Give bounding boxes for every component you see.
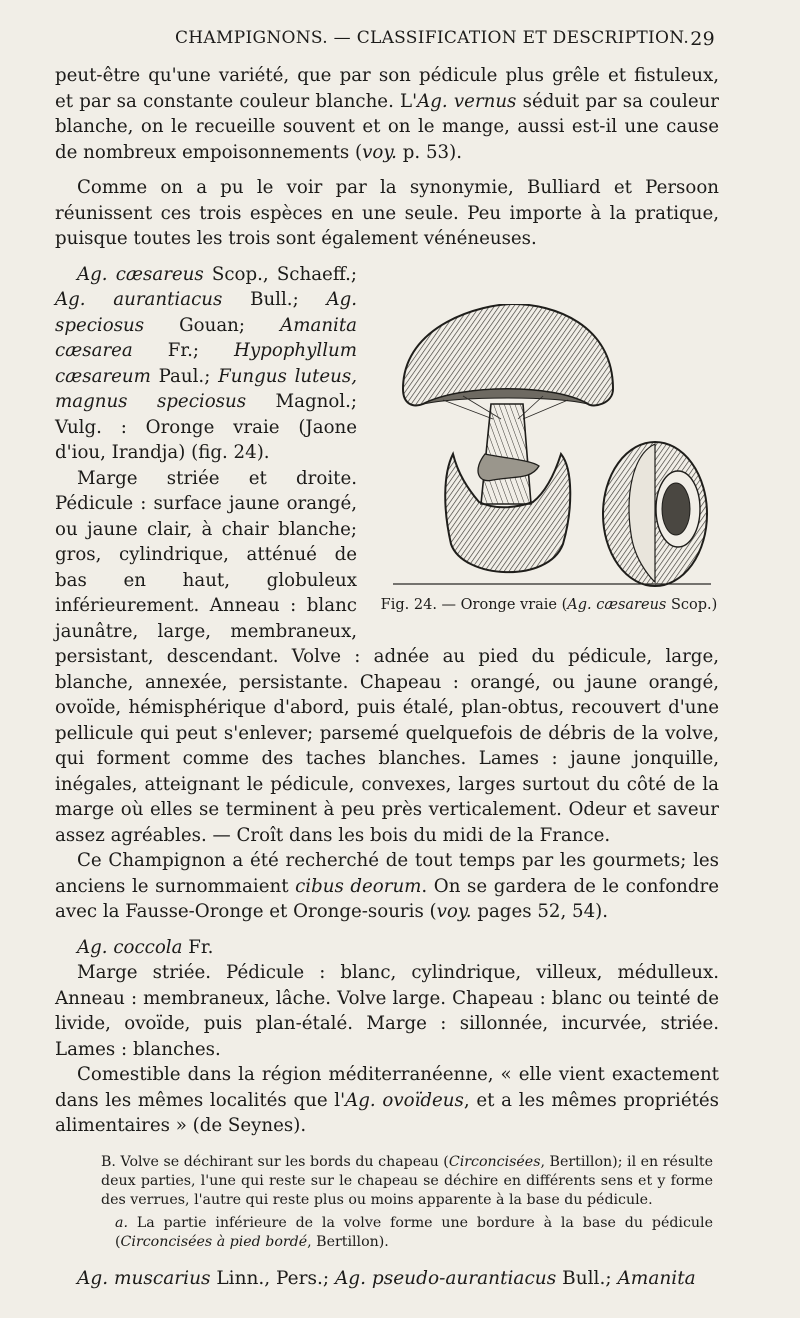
figure-24 (371, 304, 727, 626)
paragraph-gourmets: Ce Champignon a été recherché de tout temps par les gourmets; les anciens le surnommaient cibus deorum. On se gardera de le confondre avec la Fausse-Oronge et Oronge-souris (voy. pages 52, 54). (55, 850, 719, 922)
paragraph-description: Marge striée et droite. Pédicule : surface jaune orangé, ou jaune clair, à chair blanche; gros, cylindrique, atténué de bas en haut, globuleux inférieurement. Anneau : blanc jaunâtre, large, membraneux, persistant, descendant. Volve : adnée au pied du pédicule, large, blanche, annexée, persistante. Chapeau : orangé, ou jaune orangé, ovoïde, hémisphérique d'abord, puis étalé, plan-obtus, recouvert d'une pellicule qui peut s'enlever; parsemé quelquefois de débris de la volve, qui forment comme des taches blanches. Lames : jaune jonquille, inégales, atteignant le pédicule, convexes, larges surtout du côté de la marge où elles se terminent à peu près verticalement. Odeur et saveur assez agréables. — Croît dans les bois du midi de la France. (55, 467, 719, 846)
species-heading-coccola: Ag. coccola Fr. (77, 936, 214, 958)
page-number: 29 (690, 28, 715, 50)
header-title: CHAMPIGNONS. — CLASSIFICATION ET DESCRIPTION. (175, 28, 690, 48)
paragraph-coccola: Marge striée. Pédicule : blanc, cylindrique, villeux, médulleux. Anneau : membraneux, lâche. Volve large. Chapeau : blanc ou teinté de livide, ovoïde, puis plan-étalé. Marge : sillonnée, incurvée, striée. Lames : blanches. (55, 962, 719, 1060)
running-header (55, 28, 715, 58)
note-b: B. Volve se déchirant sur les bords du chapeau (Circoncisées, Bertillon); il en résulte deux parties, l'une qui reste sur le chapeau se déchire en différents sens et y forme des verrues, l'autre qui reste plus ou moins apparente à la base du pédicule. (101, 1153, 713, 1208)
mushroom-engraving (393, 304, 711, 589)
figure-caption: Fig. 24. — Oronge vraie (Ag. cæsareus Scop.) (380, 596, 718, 613)
paragraph-synonymy: Ag. cæsareus Scop., Schaeff.; Ag. aurantiacus Bull.; Ag. speciosus Gouan; Amanita cæsarea Fr.; Hypophyllum cæsareum Paul.; Fungus luteus, magnus speciosus Magnol.; Vulg. : Oronge vraie (Jaone d'iou, Irandja) (fig. 24). (55, 263, 358, 463)
paragraph-comestible: Comestible dans la région méditerranéenne, « elle vient exactement dans les mêmes localités que l'Ag. ovoïdeus, et a les mêmes propriétés alimentaires » (de Seynes). (55, 1064, 719, 1136)
paragraph-2: Comme on a pu le voir par la synonymie, Bulliard et Persoon réunissent ces trois espèces en une seule. Peu importe à la pratique, puisque toutes les trois sont également vénéneuses. (55, 177, 719, 249)
paragraph-1: peut-être qu'une variété, que par son pédicule plus grêle et fistuleux, et par sa constante couleur blanche. L'Ag. vernus séduit par sa couleur blanche, on le recueille souvent et on le mange, aussi est-il une cause de nombreux empoisonnements (voy. p. 53). (55, 65, 719, 163)
paragraph-muscarius: Ag. muscarius Linn., Pers.; Ag. pseudo-aurantiacus Bull.; Amanita (77, 1267, 696, 1289)
note-a: a. La partie inférieure de la volve forme une bordure à la base du pédicule (Circoncisées à pied bordé, Bertillon). (115, 1214, 713, 1250)
page-body (55, 63, 719, 1291)
